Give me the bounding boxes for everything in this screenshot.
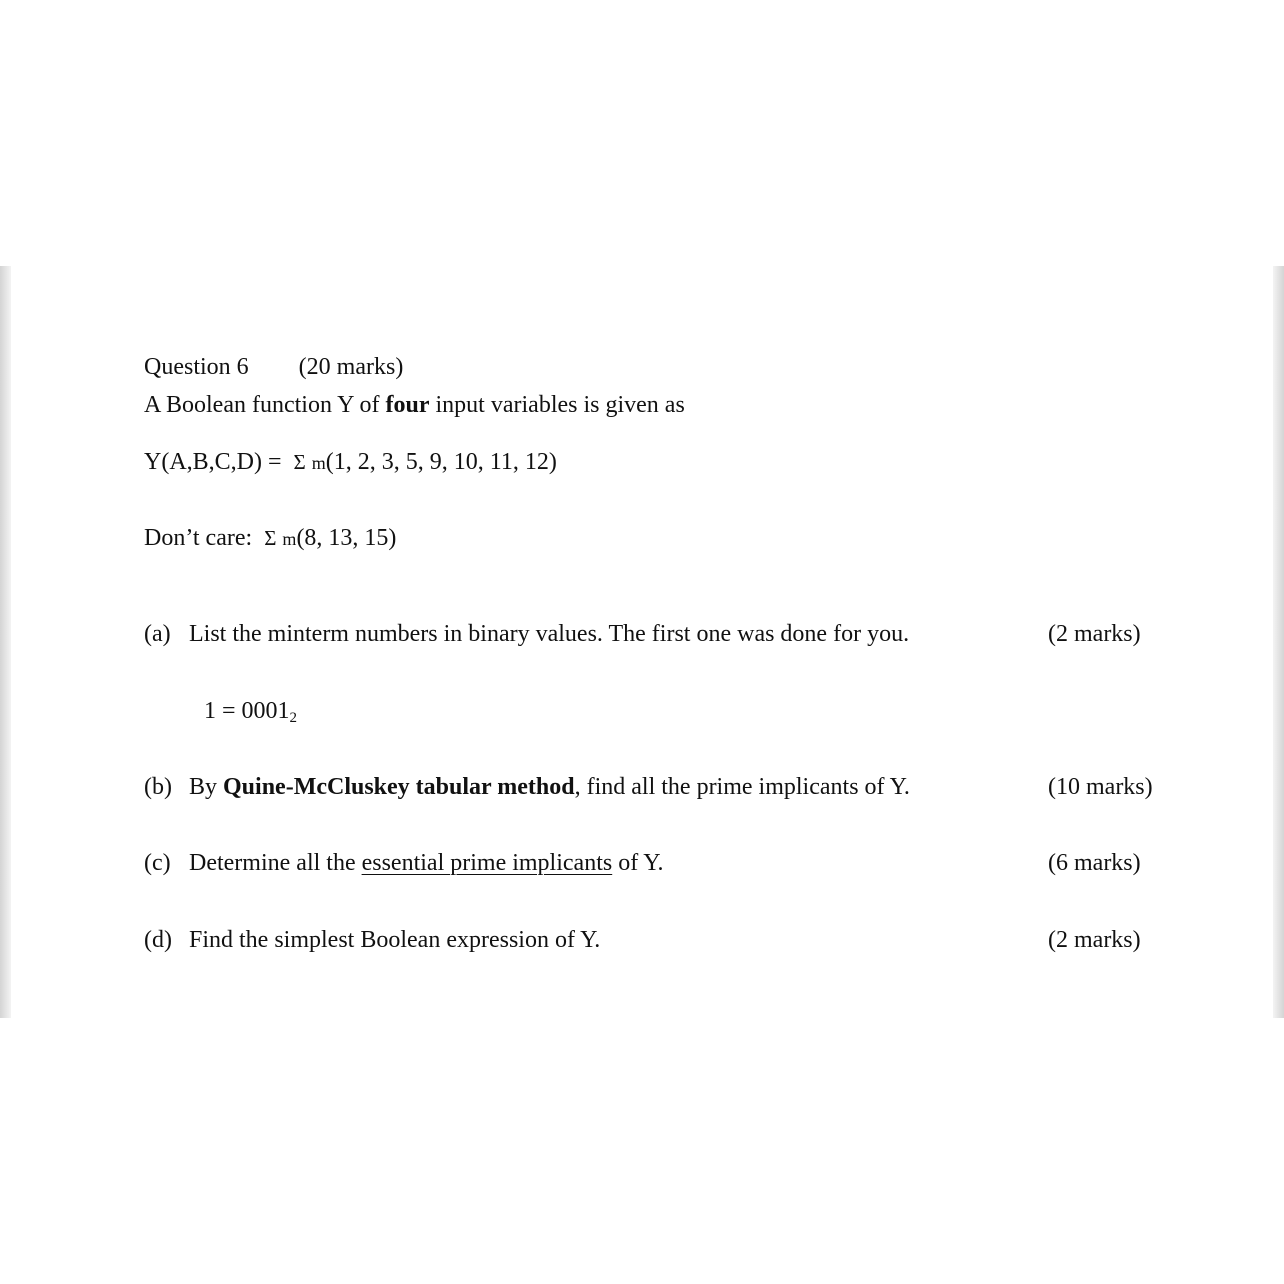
part-c-text-end: of Y. bbox=[612, 850, 664, 876]
question-total-marks: (20 marks) bbox=[298, 354, 404, 380]
minterm-m: m bbox=[311, 453, 326, 473]
sigma-symbol: Σ bbox=[293, 450, 306, 474]
part-b-text-end: , find all the prime implicants of Y. bbox=[574, 774, 910, 800]
part-c bbox=[144, 848, 664, 878]
dont-care-line bbox=[144, 523, 396, 554]
sigma-symbol: Σ bbox=[264, 526, 277, 550]
part-a-label: (a) bbox=[144, 621, 171, 647]
part-a-text: List the minterm numbers in binary values. The first one was done for you. bbox=[189, 621, 910, 647]
intro-text: A Boolean function Y of bbox=[144, 392, 386, 418]
part-b bbox=[144, 772, 910, 802]
intro-bold-word: four bbox=[385, 392, 430, 418]
example-binary: 1 = 0001 bbox=[204, 698, 290, 724]
part-b-bold-method: Quine-McCluskey tabular method bbox=[223, 774, 575, 800]
function-definition bbox=[144, 447, 557, 478]
question-intro bbox=[144, 390, 685, 420]
part-c-label: (c) bbox=[144, 850, 171, 876]
question-title: Question 6 bbox=[144, 354, 249, 380]
part-a-example bbox=[204, 696, 297, 726]
part-b-text: By bbox=[189, 774, 224, 800]
dont-care-minterms: (8, 13, 15) bbox=[296, 525, 397, 551]
part-c-marks: (6 marks) bbox=[1048, 850, 1141, 876]
part-b-marks: (10 marks) bbox=[1048, 774, 1153, 800]
part-c-text: Determine all the bbox=[189, 850, 362, 876]
part-a bbox=[144, 619, 909, 649]
function-minterms: (1, 2, 3, 5, 9, 10, 11, 12) bbox=[325, 449, 557, 475]
part-d-label: (d) bbox=[144, 927, 172, 953]
intro-text-end: input variables is given as bbox=[429, 392, 685, 418]
part-c-underlined-term: essential prime implicants bbox=[361, 850, 613, 876]
part-d-marks: (2 marks) bbox=[1048, 927, 1141, 953]
part-d bbox=[144, 925, 600, 955]
part-d-text: Find the simplest Boolean expression of Y. bbox=[189, 927, 601, 953]
minterm-m: m bbox=[282, 529, 297, 549]
function-lhs: Y(A,B,C,D) = bbox=[144, 449, 282, 475]
part-b-label: (b) bbox=[144, 774, 172, 800]
dont-care-label: Don’t care: bbox=[144, 525, 253, 551]
example-base-subscript: 2 bbox=[289, 710, 298, 726]
question-heading bbox=[144, 352, 403, 382]
part-a-marks: (2 marks) bbox=[1048, 621, 1141, 647]
